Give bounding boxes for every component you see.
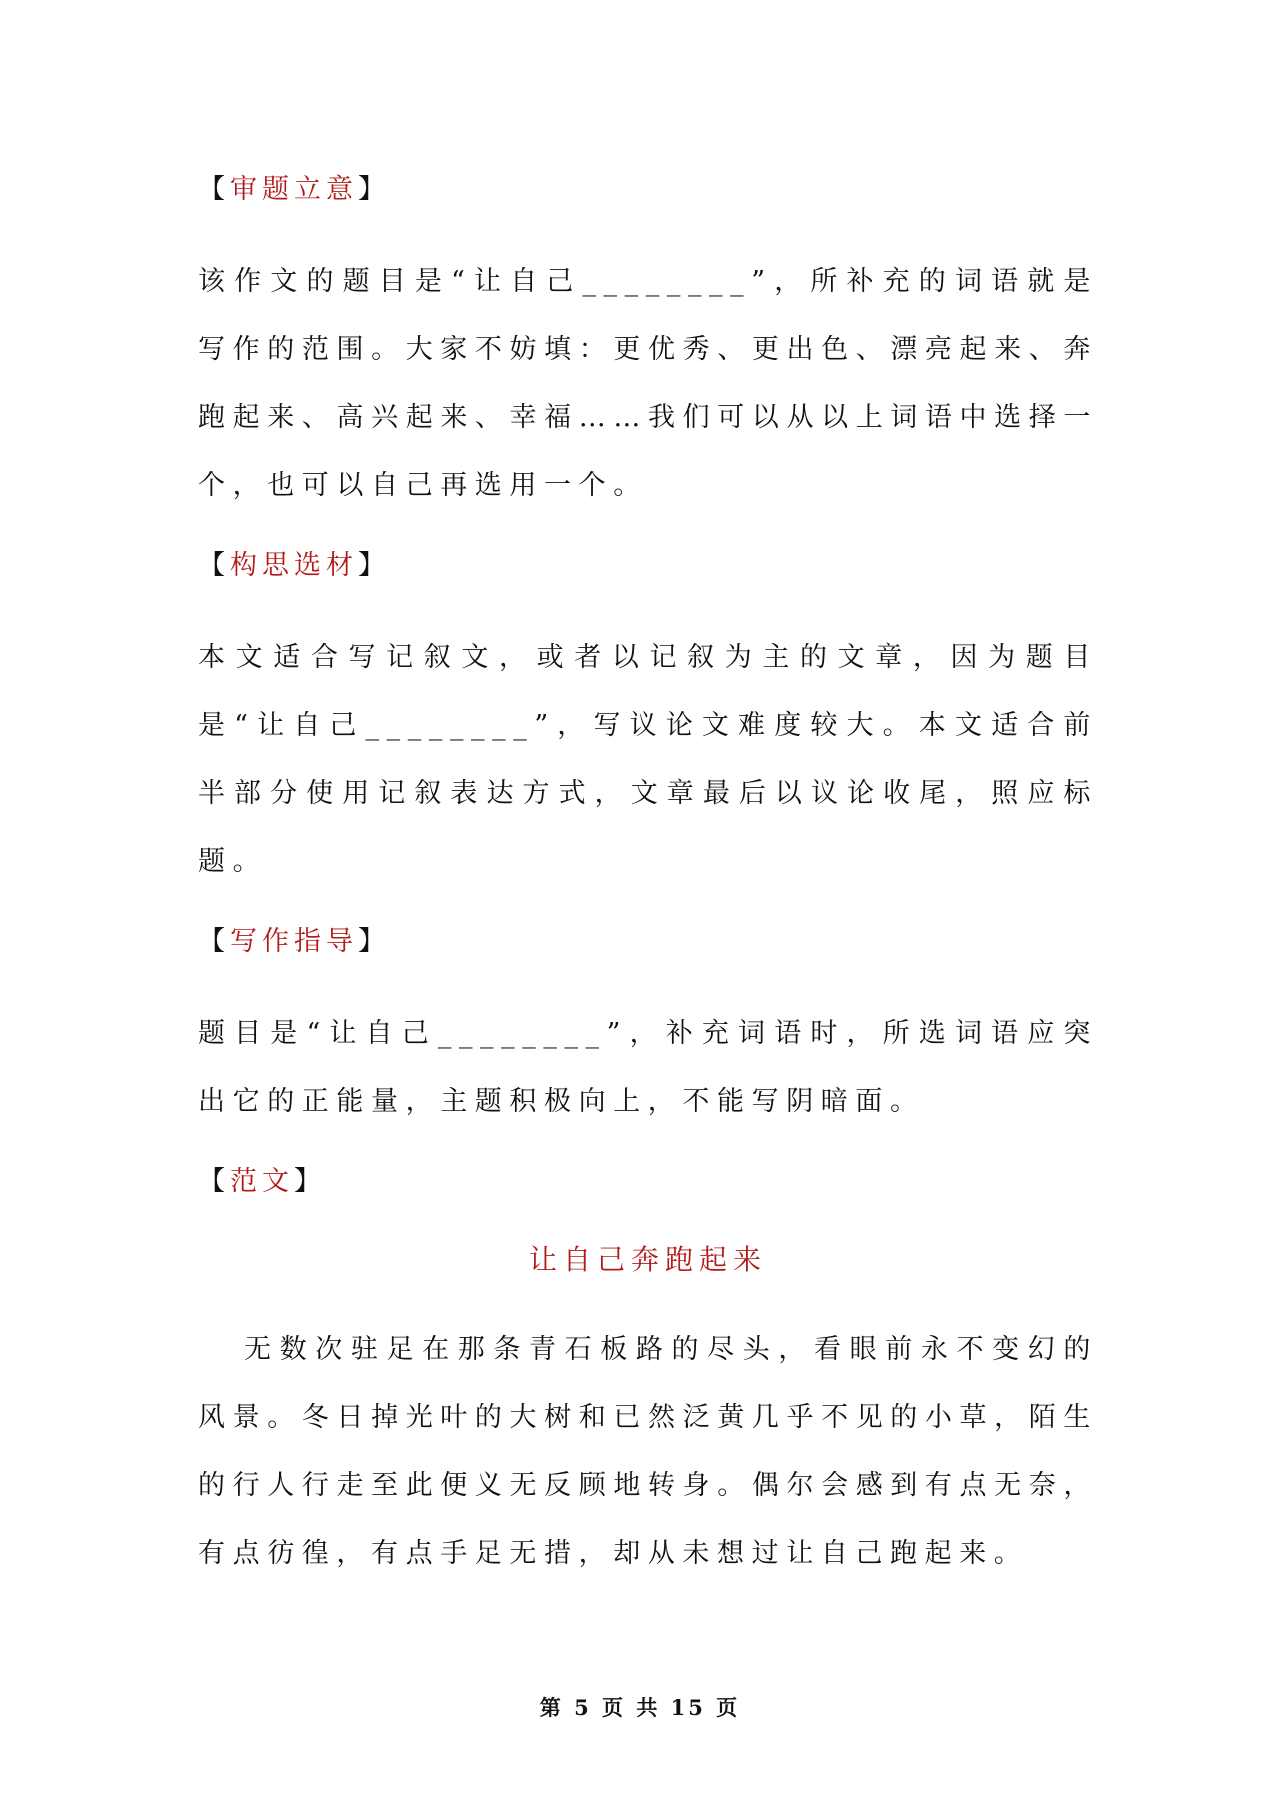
section-heading-text: 范文	[230, 1166, 294, 1197]
section-heading-fanwen	[198, 1164, 1098, 1200]
section-paragraph: 本文适合写记叙文，或者以记叙为主的文章，因为题目是“让自己________”，写议论文难度较大。本文适合前半部分使用记叙表达方式，文章最后以议论收尾，照应标题。	[198, 642, 1098, 877]
section-heading-text: 写作指导	[230, 926, 358, 957]
section-heading-text: 审题立意	[230, 174, 358, 205]
bracket-close: 】	[358, 550, 390, 581]
section-heading-shenti	[198, 172, 1098, 208]
bracket-open: 【	[198, 550, 230, 581]
section-heading-text: 构思选材	[230, 550, 358, 581]
section-paragraph: 题目是“让自己________”，补充词语时，所选词语应突出它的正能量，主题积极向上，不能写阴暗面。	[198, 1018, 1098, 1117]
page-footer: 第 5 页 共 15 页	[539, 1695, 741, 1720]
section-heading-xiezuo	[198, 924, 1098, 960]
section-paragraph: 该作文的题目是“让自己________”，所补充的词语就是写作的范围。大家不妨填：更优秀、更出色、漂亮起来、奔跑起来、高兴起来、幸福……我们可以从以上词语中选择一个，也可以自己再选用一个。	[198, 266, 1098, 501]
bracket-open: 【	[198, 174, 230, 205]
bracket-open: 【	[198, 926, 230, 957]
essay-title: 让自己奔跑起来	[528, 1243, 767, 1276]
bracket-close: 】	[358, 174, 390, 205]
section-heading-gousi	[198, 548, 1098, 584]
essay-paragraph: 无数次驻足在那条青石板路的尽头，看眼前永不变幻的风景。冬日掉光叶的大树和已然泛黄几乎不见的小草，陌生的行人行走至此便义无反顾地转身。偶尔会感到有点无奈，有点彷徨，有点手足无措，却从未想过让自己跑起来。	[198, 1334, 1098, 1569]
bracket-close: 】	[294, 1166, 326, 1197]
document-content	[198, 160, 1098, 1616]
bracket-open: 【	[198, 1166, 230, 1197]
bracket-close: 】	[358, 926, 390, 957]
